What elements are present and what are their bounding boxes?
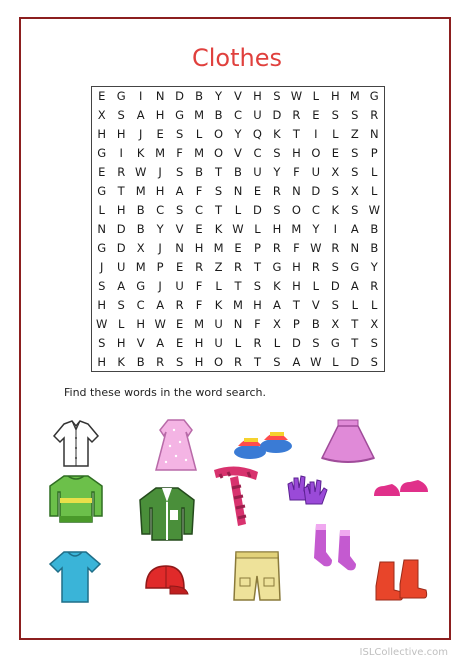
- grid-letter: B: [195, 165, 203, 180]
- grid-letter: A: [136, 108, 145, 123]
- grid-letter: H: [272, 221, 282, 236]
- grid-letter: H: [155, 184, 165, 199]
- grid-letter: X: [136, 240, 145, 255]
- grid-letter: R: [311, 259, 320, 274]
- grid-letter: L: [312, 278, 320, 293]
- grid-letter: L: [98, 203, 105, 218]
- socks-picture: [310, 520, 360, 574]
- grid-letter: A: [117, 278, 126, 293]
- grid-letter: I: [119, 146, 123, 161]
- grid-letter: N: [97, 221, 107, 236]
- grid-letter: U: [253, 165, 262, 180]
- grid-letter: J: [158, 240, 162, 255]
- grid-letter: B: [214, 108, 223, 123]
- grid-letter: S: [331, 259, 339, 274]
- grid-letter: D: [116, 240, 126, 255]
- grid-letter: S: [98, 335, 106, 350]
- grid-letter: G: [350, 259, 360, 274]
- grid-letter: S: [175, 354, 184, 369]
- grid-letter: D: [330, 278, 340, 293]
- grid-letter: H: [116, 335, 126, 350]
- grid-letter: T: [215, 203, 223, 218]
- tshirt-picture: [46, 548, 104, 606]
- grid-letter: L: [351, 297, 358, 312]
- page-title: Clothes: [192, 44, 282, 72]
- grid-letter: Y: [312, 221, 320, 236]
- grid-letter: D: [175, 89, 185, 104]
- grid-letter: H: [155, 108, 165, 123]
- grid-letter: O: [214, 146, 224, 161]
- grid-letter: U: [253, 108, 262, 123]
- grid-letter: S: [117, 297, 125, 312]
- grid-letter: A: [350, 221, 359, 236]
- grid-letter: V: [136, 335, 145, 350]
- grid-letter: R: [233, 259, 242, 274]
- grid-letter: D: [311, 184, 321, 199]
- grid-letter: N: [369, 127, 379, 142]
- grid-letter: W: [368, 203, 380, 218]
- grid-letter: E: [175, 259, 184, 274]
- grid-letter: E: [98, 165, 106, 180]
- grid-letter: M: [194, 146, 205, 161]
- grid-letter: S: [331, 297, 339, 312]
- grid-letter: T: [351, 316, 359, 331]
- grid-letter: S: [175, 165, 184, 180]
- grid-letter: C: [136, 297, 145, 312]
- grid-letter: M: [135, 259, 146, 274]
- grid-letter: H: [116, 203, 126, 218]
- grid-letter: E: [234, 240, 242, 255]
- grid-letter: A: [156, 335, 165, 350]
- boots-picture: [372, 556, 432, 606]
- gloves-picture: [284, 470, 332, 512]
- grid-letter: Y: [273, 165, 281, 180]
- grid-letter: L: [195, 127, 203, 142]
- grid-letter: S: [253, 278, 262, 293]
- grid-letter: X: [331, 316, 340, 331]
- grid-letter: F: [254, 316, 261, 331]
- grid-letter: W: [134, 165, 147, 180]
- grid-letter: H: [97, 297, 107, 312]
- grid-letter: S: [351, 165, 359, 180]
- grid-letter: R: [331, 240, 340, 255]
- grid-letter: P: [292, 316, 300, 331]
- grid-letter: H: [253, 297, 262, 312]
- grid-letter: E: [253, 184, 262, 199]
- grid-letter: K: [331, 203, 340, 218]
- grid-letter: J: [100, 259, 104, 274]
- grid-letter: L: [332, 354, 339, 369]
- grid-letter: Y: [215, 89, 223, 104]
- grid-letter: S: [273, 89, 281, 104]
- grid-letter: G: [97, 240, 107, 255]
- grid-letter: W: [310, 354, 322, 369]
- grid-letter: J: [158, 165, 162, 180]
- grid-letter: E: [156, 127, 164, 142]
- grid-letter: F: [195, 297, 203, 312]
- grid-letter: N: [233, 184, 243, 199]
- grid-letter: C: [156, 203, 165, 218]
- grid-letter: H: [194, 240, 204, 255]
- grid-letter: A: [272, 297, 281, 312]
- grid-letter: M: [155, 146, 166, 161]
- grid-letter: H: [136, 316, 145, 331]
- grid-letter: C: [253, 146, 262, 161]
- grid-letter: S: [370, 335, 378, 350]
- grid-letter: M: [291, 221, 302, 236]
- grid-letter: T: [292, 127, 300, 142]
- grid-letter: J: [158, 278, 162, 293]
- grid-letter: I: [138, 89, 143, 104]
- grid-letter: B: [370, 221, 379, 236]
- grid-letter: S: [331, 184, 339, 199]
- grid-letter: G: [97, 184, 107, 199]
- grid-letter: K: [273, 127, 281, 142]
- grid-letter: U: [116, 259, 126, 274]
- grid-letter: V: [175, 221, 184, 236]
- shorts-picture: [230, 548, 284, 604]
- grid-letter: Q: [252, 127, 262, 142]
- grid-letter: S: [351, 203, 359, 218]
- grid-letter: W: [290, 89, 303, 104]
- grid-letter: X: [370, 316, 379, 331]
- grid-letter: R: [370, 108, 379, 123]
- grid-letter: U: [214, 335, 223, 350]
- grid-letter: S: [351, 146, 359, 161]
- grid-letter: E: [331, 146, 339, 161]
- grid-letter: G: [369, 89, 379, 104]
- grid-letter: K: [136, 146, 145, 161]
- grid-letter: V: [234, 146, 242, 161]
- grid-letter: O: [214, 354, 224, 369]
- grid-letter: N: [175, 240, 184, 255]
- grid-letter: L: [371, 165, 378, 180]
- grid-letter: F: [176, 146, 183, 161]
- grid-letter: S: [175, 203, 184, 218]
- grid-letter: X: [272, 316, 281, 331]
- grid-letter: S: [117, 108, 125, 123]
- grid-letter: F: [293, 165, 300, 180]
- grid-letter: T: [253, 259, 261, 274]
- grid-letter: L: [234, 203, 242, 218]
- grid-letter: A: [292, 354, 301, 369]
- grid-letter: E: [98, 89, 106, 104]
- grid-letter: S: [370, 354, 378, 369]
- grid-letter: L: [215, 278, 222, 293]
- grid-letter: C: [311, 203, 320, 218]
- grid-letter: E: [175, 335, 184, 350]
- grid-letter: X: [97, 108, 106, 123]
- grid-letter: B: [234, 165, 242, 180]
- grid-letter: U: [214, 316, 223, 331]
- grid-letter: R: [253, 335, 262, 350]
- grid-letter: S: [273, 146, 281, 161]
- grid-letter: N: [292, 184, 301, 199]
- grid-letter: I: [314, 127, 318, 142]
- grid-letter: N: [233, 316, 243, 331]
- grid-letter: X: [350, 184, 359, 199]
- grid-letter: R: [370, 278, 379, 293]
- grid-letter: E: [312, 108, 320, 123]
- grid-letter: B: [136, 203, 145, 218]
- grid-letter: K: [117, 354, 125, 369]
- grid-letter: D: [291, 335, 301, 350]
- grid-letter: H: [292, 259, 301, 274]
- grid-letter: G: [116, 89, 126, 104]
- grid-letter: N: [155, 89, 165, 104]
- word-search-grid: [91, 86, 385, 372]
- grid-letter: Y: [234, 127, 242, 142]
- grid-letter: D: [350, 354, 360, 369]
- grid-letter: H: [116, 127, 126, 142]
- grid-letter: H: [292, 278, 301, 293]
- grid-letter: R: [195, 259, 204, 274]
- grid-letter: X: [331, 165, 340, 180]
- grid-letter: B: [311, 316, 320, 331]
- grid-letter: N: [350, 240, 360, 255]
- grid-letter: G: [97, 146, 107, 161]
- grid-letter: F: [195, 278, 203, 293]
- grid-letter: O: [311, 146, 321, 161]
- instruction-text: Find these words in the word search.: [64, 386, 266, 399]
- grid-letter: F: [195, 184, 203, 199]
- grid-letter: A: [350, 278, 359, 293]
- grid-letter: M: [213, 240, 224, 255]
- grid-letter: L: [312, 89, 320, 104]
- grid-letter: R: [272, 184, 281, 199]
- grid-letter: T: [253, 354, 261, 369]
- grid-letter: U: [311, 165, 321, 180]
- grid-letter: L: [254, 221, 261, 236]
- grid-letter: V: [234, 89, 242, 104]
- grid-letter: K: [273, 278, 281, 293]
- grid-letter: L: [371, 184, 378, 199]
- jacket-picture: [136, 482, 198, 544]
- grid-letter: L: [371, 297, 378, 312]
- grid-letter: J: [138, 127, 143, 142]
- grid-letter: A: [175, 184, 184, 199]
- grid-letter: S: [273, 203, 281, 218]
- grid-letter: V: [311, 297, 320, 312]
- grid-letter: M: [349, 89, 360, 104]
- watermark-text: ISLCollective.com: [359, 647, 448, 658]
- grid-letter: W: [232, 221, 244, 236]
- grid-letter: P: [370, 146, 378, 161]
- grid-letter: T: [292, 297, 300, 312]
- grid-letter: G: [330, 335, 340, 350]
- grid-letter: S: [214, 184, 223, 199]
- jumper-picture: [44, 472, 108, 526]
- grid-letter: K: [214, 221, 223, 236]
- grid-letter: E: [175, 316, 184, 331]
- grid-letter: Z: [214, 259, 223, 274]
- grid-letter: F: [293, 240, 300, 255]
- grid-letter: H: [292, 146, 301, 161]
- grid-letter: B: [136, 221, 145, 236]
- shoes-picture: [370, 472, 432, 506]
- grid-letter: H: [194, 354, 204, 369]
- skirt-picture: [318, 416, 378, 468]
- grid-letter: H: [97, 127, 107, 142]
- grid-letter: H: [97, 354, 107, 369]
- grid-letter: L: [234, 335, 242, 350]
- grid-letter: I: [333, 221, 338, 236]
- shirt-picture: [50, 418, 102, 470]
- grid-letter: R: [233, 354, 242, 369]
- dress-picture: [148, 416, 204, 474]
- grid-letter: R: [272, 240, 281, 255]
- grid-letter: O: [291, 203, 301, 218]
- grid-letter: L: [332, 127, 339, 142]
- grid-letter: P: [253, 240, 261, 255]
- grid-letter: M: [194, 316, 205, 331]
- grid-letter: T: [351, 335, 359, 350]
- grid-letter: S: [331, 108, 339, 123]
- grid-letter: R: [175, 297, 184, 312]
- grid-letter: K: [214, 297, 223, 312]
- grid-letter: L: [117, 316, 125, 331]
- grid-letter: S: [98, 278, 106, 293]
- grid-letter: D: [116, 221, 126, 236]
- grid-letter: S: [351, 108, 359, 123]
- grid-letter: S: [312, 335, 320, 350]
- grid-letter: G: [272, 259, 282, 274]
- grid-letter: G: [175, 108, 185, 123]
- grid-letter: P: [156, 259, 164, 274]
- grid-letter: W: [310, 240, 322, 255]
- grid-letter: W: [96, 316, 108, 331]
- grid-letter: R: [117, 165, 126, 180]
- grid-letter: M: [135, 184, 146, 199]
- grid-letter: R: [292, 108, 301, 123]
- grid-letter: C: [233, 108, 242, 123]
- cap-picture: [140, 560, 190, 602]
- grid-letter: O: [214, 127, 224, 142]
- grid-letter: Z: [350, 127, 359, 142]
- grid-letter: T: [117, 184, 125, 199]
- grid-letter: C: [195, 203, 204, 218]
- grid-letter: H: [331, 89, 340, 104]
- grid-letter: L: [273, 335, 281, 350]
- grid-letter: B: [136, 354, 145, 369]
- grid-letter: G: [136, 278, 146, 293]
- grid-letter: Y: [156, 221, 164, 236]
- grid-letter: Y: [370, 259, 378, 274]
- grid-letter: H: [194, 335, 204, 350]
- grid-letter: U: [175, 278, 184, 293]
- grid-letter: A: [156, 297, 165, 312]
- scarf-picture: [208, 462, 264, 530]
- grid-letter: D: [272, 108, 282, 123]
- grid-letter: T: [234, 278, 242, 293]
- grid-letter: T: [215, 165, 223, 180]
- grid-letter: H: [253, 89, 262, 104]
- grid-letter: M: [194, 108, 205, 123]
- grid-letter: E: [195, 221, 203, 236]
- grid-letter: D: [253, 203, 262, 218]
- grid-letter: B: [195, 89, 203, 104]
- grid-letter: W: [154, 316, 166, 331]
- grid-letter: S: [273, 354, 281, 369]
- sandals-picture: [232, 424, 296, 464]
- grid-letter: S: [175, 127, 184, 142]
- grid-letter: R: [156, 354, 165, 369]
- grid-letter: M: [233, 297, 243, 312]
- grid-letter: B: [370, 240, 379, 255]
